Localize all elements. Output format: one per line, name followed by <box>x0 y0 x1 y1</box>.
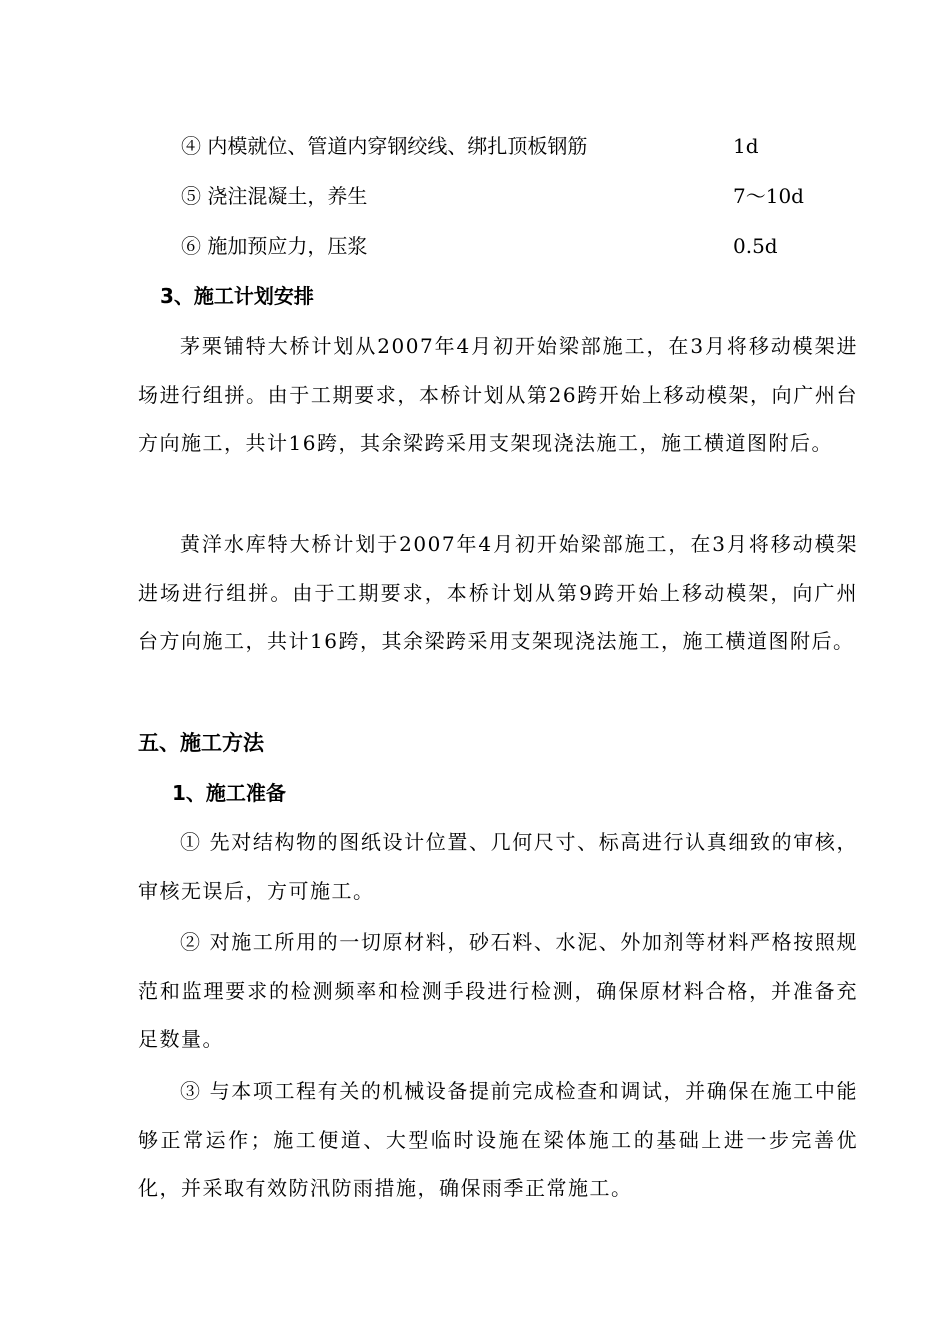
paragraph-maolipu: 茅栗铺特大桥计划从2007年4月初开始梁部施工，在3月将移动模架进场进行组拼。由于工期要求，本桥计划从第26跨开始上移动模架，向广州台方向施工，共计16跨，其余梁跨采用支架现浇法施工，施工横道图附后。 <box>138 334 858 455</box>
section-heading-3: 3、施工计划安排 <box>160 284 314 308</box>
paragraph-prep-2: ② 对施工所用的一切原材料，砂石料、水泥、外加剂等材料严格按照规范和监理要求的检测频率和检测手段进行检测，确保原材料合格，并准备充足数量。 <box>138 930 858 1051</box>
step-label: ⑤ 浇注混凝土，养生 <box>181 184 368 208</box>
paragraph-prep-3: ③ 与本项工程有关的机械设备提前完成检查和调试，并确保在施工中能够正常运作；施工便道、大型临时设施在梁体施工的基础上进一步完善优化，并采取有效防汛防雨措施，确保雨季正常施工。 <box>138 1079 858 1200</box>
paragraph-huangyang: 黄洋水库特大桥计划于2007年4月初开始梁部施工，在3月将移动模架进场进行组拼。由于工期要求，本桥计划从第9跨开始上移动模架，向广州台方向施工，共计16跨，其余梁跨采用支架现浇法施工，施工横道图附后。 <box>138 532 858 653</box>
step-label: ⑥ 施加预应力，压浆 <box>181 234 368 258</box>
step-duration: 7～10d <box>733 184 804 208</box>
step-label: ④ 内模就位、管道内穿钢绞线、绑扎顶板钢筋 <box>181 134 588 158</box>
step-item-6 <box>181 232 367 260</box>
step-item-5 <box>181 182 367 210</box>
paragraph-prep-1: ① 先对结构物的图纸设计位置、几何尺寸、标高进行认真细致的审核，审核无误后，方可施工。 <box>138 830 858 903</box>
step-duration: 0.5d <box>733 234 778 258</box>
step-item-4 <box>181 132 587 160</box>
step-duration: 1d <box>733 134 759 158</box>
subsection-heading-1: 1、施工准备 <box>172 781 286 805</box>
chapter-heading-5: 五、施工方法 <box>138 731 264 755</box>
